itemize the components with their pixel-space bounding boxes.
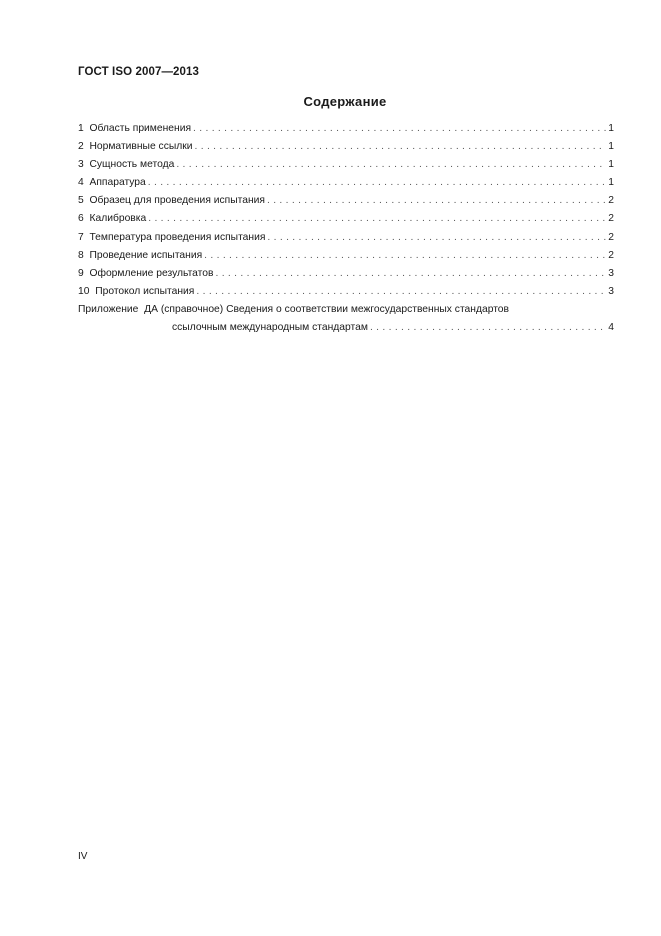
standard-designation: ГОСТ ISO 2007—2013 bbox=[78, 66, 200, 78]
toc-entry[interactable] bbox=[78, 210, 614, 228]
toc-entry-page: 2 bbox=[608, 195, 614, 207]
toc-entry[interactable] bbox=[78, 283, 614, 301]
toc-entry-page: 1 bbox=[608, 123, 614, 134]
toc-entry-number: 6 bbox=[78, 213, 84, 225]
toc-entry-number: 7 bbox=[78, 231, 84, 243]
toc-entry-label: Сущность метода bbox=[89, 159, 175, 171]
dot-leader bbox=[267, 229, 606, 247]
toc-entry-label: Образец для проведения испытания bbox=[89, 195, 265, 207]
dot-leader bbox=[370, 319, 606, 337]
dot-leader bbox=[215, 265, 606, 283]
toc-entry-label: Область применения bbox=[89, 123, 192, 134]
toc-entry-label: Аппаратура bbox=[89, 177, 146, 189]
appendix-title-line1: Сведения о соответствии межгосударственных стандартов bbox=[226, 303, 510, 315]
toc-title: Содержание bbox=[303, 94, 387, 109]
page-number: IV bbox=[78, 851, 88, 862]
toc-entry-number: 2 bbox=[78, 141, 84, 153]
toc-entry-number: 8 bbox=[78, 249, 84, 261]
toc-entry-page: 1 bbox=[608, 141, 614, 153]
toc-entry-label: Температура проведения испытания bbox=[89, 231, 266, 243]
toc-entry-number: 9 bbox=[78, 267, 84, 279]
toc-entry[interactable] bbox=[78, 247, 614, 265]
toc-entry[interactable] bbox=[78, 138, 614, 156]
toc-entry-page: 1 bbox=[608, 159, 614, 171]
toc-entry-number: 1 bbox=[78, 123, 84, 134]
dot-leader bbox=[148, 174, 606, 192]
dot-leader bbox=[176, 156, 606, 174]
toc-entry-page: 2 bbox=[608, 249, 614, 261]
dot-leader bbox=[193, 120, 606, 138]
toc-entry[interactable] bbox=[78, 229, 614, 247]
toc-entry-number: 3 bbox=[78, 159, 84, 171]
toc-entry-page: 4 bbox=[608, 322, 614, 334]
appendix-prefix: Приложение ДА (справочное) bbox=[78, 303, 224, 315]
appendix-title-line2: ссылочным международным стандартам bbox=[172, 322, 368, 334]
toc-entry[interactable] bbox=[78, 192, 614, 210]
toc-entry[interactable] bbox=[78, 174, 614, 192]
toc-entry-page: 2 bbox=[608, 213, 614, 225]
toc-entry-label: Калибровка bbox=[89, 213, 147, 225]
toc-entry[interactable] bbox=[78, 265, 614, 283]
toc-entry-page: 3 bbox=[608, 285, 614, 297]
toc-entry-page: 3 bbox=[608, 267, 614, 279]
toc-appendix-entry[interactable] bbox=[78, 301, 614, 337]
toc-entry-number: 10 bbox=[78, 285, 90, 297]
toc-entry-page: 1 bbox=[608, 177, 614, 189]
toc-entry-label: Проведение испытания bbox=[89, 249, 203, 261]
dot-leader bbox=[196, 283, 606, 301]
dot-leader bbox=[195, 138, 606, 156]
toc-entry-number: 5 bbox=[78, 195, 84, 207]
toc-entry[interactable] bbox=[78, 156, 614, 174]
toc-entry-page: 2 bbox=[608, 231, 614, 243]
table-of-contents bbox=[78, 120, 614, 337]
dot-leader bbox=[204, 247, 606, 265]
toc-entry[interactable] bbox=[78, 120, 614, 138]
toc-entry-label: Оформление результатов bbox=[89, 267, 214, 279]
dot-leader bbox=[267, 192, 606, 210]
toc-entry-number: 4 bbox=[78, 177, 84, 189]
dot-leader bbox=[148, 210, 606, 228]
toc-entry-label: Нормативные ссылки bbox=[89, 141, 193, 153]
toc-entry-label: Протокол испытания bbox=[95, 285, 195, 297]
